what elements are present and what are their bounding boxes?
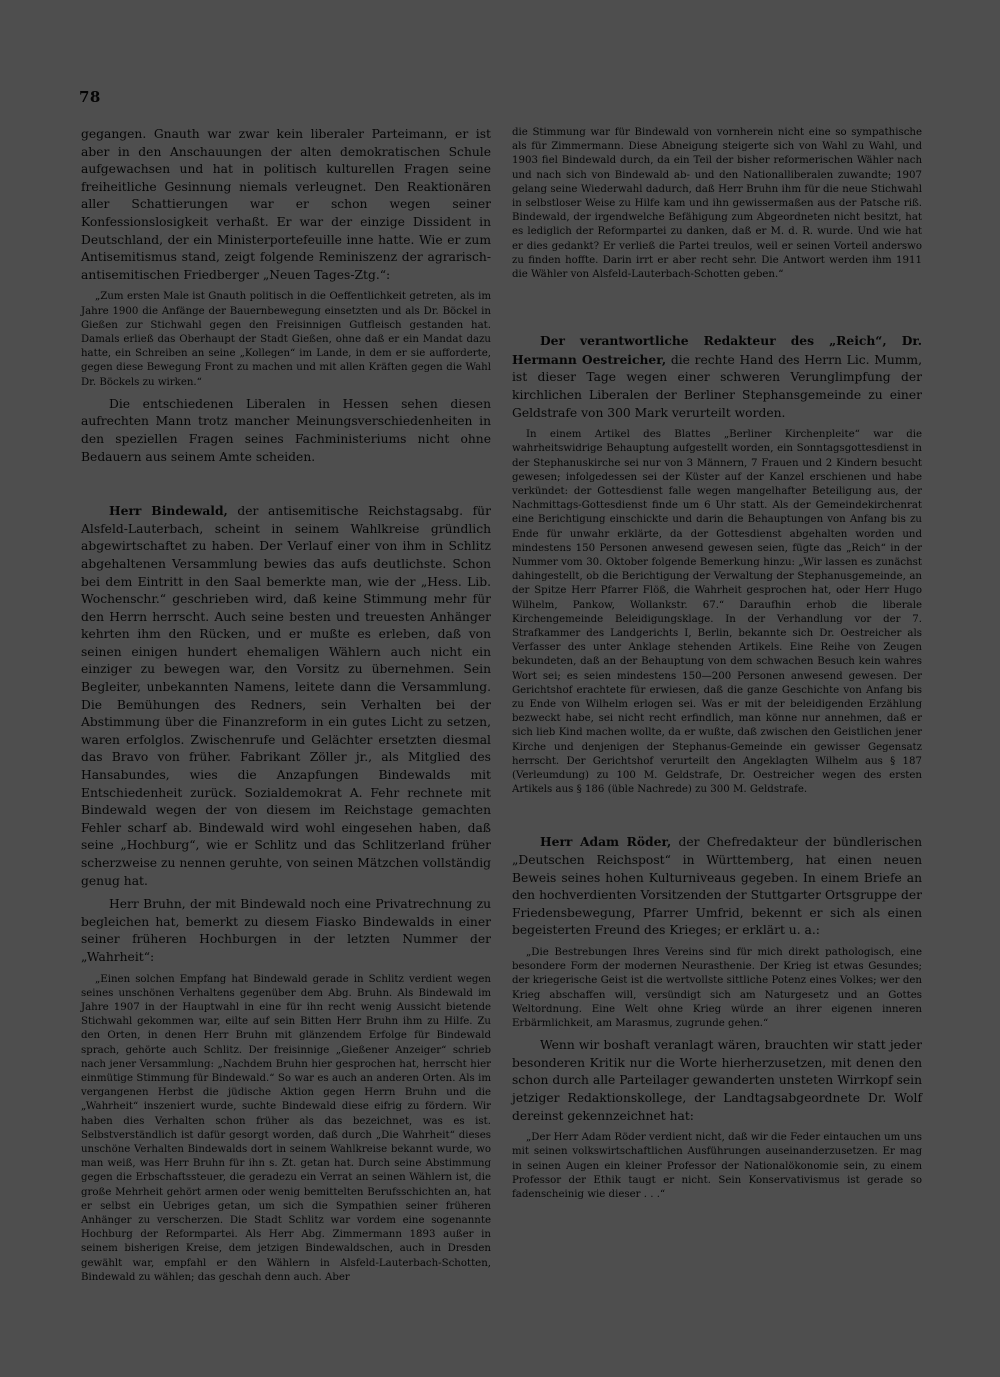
article-bindewald (81, 502, 491, 890)
paragraph-commentary: Wenn wir boshaft veranlagt wären, brauchten wir statt jeder besonderen Kritik nur die Worte hierherzusetzen, mit denen den schon durch alle Parteilager gewanderten unsteten Wirrkopf sein jetziger Redaktionskollege, der Landtagsabgeordnete Dr. Wolf dereinst gekennzeichnet hat: (512, 1038, 922, 1123)
quote-dr-wolf: „Der Herr Adam Röder verdient nicht, daß wir die Feder eintauchen um uns mit seinen volkswirtschaftlichen Ausführungen auseinanderzusetzen. Er mag in seinen Augen ein kleiner Professor der Nationalökonomie sein, zu einem Professor der Ethik taugt er nicht. Sein Konservativismus ist gerade so fadenscheinig wie dieser . . .“ (512, 1132, 922, 1201)
report-kirchenpleite: In einem Artikel des Blattes „Berliner Kirchenpleite“ war die wahrheitswidrige Behauptung aufgestellt worden, ein Sonntagsgottesdienst in der Stephanuskirche sei nur von 3 Männern, 7 Frauen und 2 Kindern besucht gewesen; infolgedessen sei der Küster auf der Kanzel erschienen und habe verkündet: der Gottesdienst falle wegen mangelhafter Beteiligung aus, der Nachmittags-Gottesdienst finde um 6 Uhr statt. Als der Gemeindekirchenrat eine Berichtigung einschickte und darin die Behauptungen von Anfang bis zu Ende für unwahr erklärte, da der Gottesdienst abgehalten worden und mindestens 150 Personen anwesend gewesen seien, fügte das „Reich“ in der Nummer vom 30. Oktober folgende Bemerkung hinzu: „Wir lassen es zunächst dahingestellt, ob die Berichtigung der Verwaltung der Stephanusgemeinde, an der Spitze Herr Pfarrer Flöß, die Wahrheit gesprochen hat, oder Herr Hugo Wilhelm, Pankow, Wollankstr. 67.“ Daraufhin erhob die liberale Kirchengemeinde Beleidigungsklage. In der Verhandlung vor der 7. Strafkammer des Landgerichts I, Berlin, bekannte sich Dr. Oestreicher als Verfasser des unter Anklage stehenden Artikels. Eine Reihe von Zeugen bekundeten, daß an der Behauptung von dem schwachen Besuch kein wahres Wort sei; es seien mindestens 150—200 Personen anwesend gewesen. Der Gerichtshof erachtete für erwiesen, daß die ganze Geschichte von Anfang bis zu Ende von Wilhelm erlogen sei. Was er mit der beleidigenden Erzählung bezweckt habe, sei nicht recht erfindlich, man könne nur annehmen, daß er sich lieb Kind machen wollte, da er wußte, daß zwischen den Geistlichen jener Kirche und denjenigen der Stephanus-Gemeinde ein gewisser Gegensatz herrscht. Der Gerichtshof verurteilt den Angeklagten Wilhelm aus § 187 (Verleumdung) zu 100 M. Geldstrafe, Dr. Oestreicher wegen des ersten Artikels aus § 186 (üble Nachrede) zu 300 M. Geldstrafe. (512, 429, 922, 796)
article-roeder-lead: Herr Adam Röder, (540, 834, 672, 850)
paragraph-liberale-hessen: Die entschiedenen Liberalen in Hessen sehen diesen aufrechten Mann trotz mancher Meinungsverschiedenheiten in den speziellen Fragen seines Fachministeriums nicht ohne Bedauern aus seinem Amte scheiden. (81, 396, 491, 464)
paragraph-gnauth: gegangen. Gnauth war zwar kein liberaler Parteimann, er ist aber in den Anschauungen der alten demokratischen Schule aufgewachsen und hat in politisch kulturellen Fragen seine freiheitliche Gesinnung niemals verleugnet. Den Reaktionären aller Schattierungen war er schon wegen seiner Konfessionslosigkeit verhaßt. Er war der einzige Dissident in Deutschland, der ein Ministerportefeuille inne hatte. Wie er zum Antisemitismus stand, zeigt folgende Reminiszenz der agrarisch-antisemitischen Friedberger „Neuen Tages-Ztg.“: (81, 127, 491, 282)
left-column (81, 126, 491, 1285)
paragraph-bruhn: Herr Bruhn, der mit Bindewald noch eine Privatrechnung zu begleichen hat, bemerkt zu diesem Fiasko Bindewalds in einer seiner früheren Hochburgen in der letzten Nummer der „Wahrheit“: (81, 897, 491, 964)
quote-wahrheit-continued: die Stimmung war für Bindewald von vornherein nicht eine so sympathische als für Zimmermann. Diese Abneigung steigerte sich von Wahl zu Wahl, und 1903 fiel Bindewald durch, da ein Teil der bisher reformerischen Wähler nach und nach sich von Bindewald ab- und den Nationalliberalen zuwandte; 1907 gelang seine Wiederwahl dadurch, daß Herr Bruhn ihm für die neue Stichwahl in selbstloser Weise zu Hilfe kam und ihn gewissermaßen aus der Patsche riß. Bindewald, der irgendwelche Befähigung zum Abgeordneten nicht besitzt, hat es lediglich der Reformpartei zu danken, daß er M. d. R. wurde. Und wie hat er dies gedankt? Er verließ die Partei treulos, weil er seinen Vorteil anderswo zu finden hoffte. Darin irrt er aber recht sehr. Die Antwort werden ihm 1911 die Wähler von Alsfeld-Lauterbach-Schotten geben.“ (512, 127, 922, 281)
article-oestreicher (512, 332, 922, 422)
quote-wahrheit: „Einen solchen Empfang hat Bindewald gerade in Schlitz verdient wegen seines unschönen Verhaltens gegenüber dem Abg. Bruhn. Als Bindewald im Jahre 1907 in der Hauptwahl in eine für ihn recht wenig Aussicht bietende Stichwahl gekommen war, eilte auf sein Bitten Herr Bruhn ihm zu Hilfe. Zu den Orten, in denen Herr Bruhn mit glänzendem Erfolge für Bindewald sprach, gehörte auch Schlitz. Der freisinnige „Gießener Anzeiger“ schrieb nach jener Versammlung: „Nachdem Bruhn hier gesprochen hat, herrscht hier einmütige Stimmung für Bindewald.“ So war es auch an anderen Orten. Als im vergangenen Herbst die jüdische Aktion gegen Herrn Bruhn und die „Wahrheit“ inszeniert wurde, suchte Bindewald diese eifrig zu fördern. Wir haben dies Verhalten schon früher als das bezeichnet, was es ist. Selbstverständlich ist dafür gesorgt worden, daß durch „Die Wahrheit“ dieses unschöne Verhalten Bindewalds dort in seinem Wahlkreise bekannt wurde, wo man weiß, was Herr Bruhn für ihn s. Zt. getan hat. Durch seine Abstimmung gegen die Erbschaftssteuer, die geradezu ein Verrat an seinen Wählern ist, die große Mehrheit gehört armen oder wenig bemittelten Berufsschichten an, hat er selbst ein Uebriges getan, um sich die Sympathien seiner früheren Anhänger zu verscherzen. Die Stadt Schlitz war vordem eine sogenannte Hochburg der Reformpartei. Als Herr Abg. Zimmermann 1893 außer in seinem bisherigen Kreise, dem jetzigen Bindewaldschen, auch in Dresden gewählt war, empfahl er den Wählern in Alsfeld-Lauterbach-Schotten, Bindewald zu wählen; das geschah denn auch. Aber (81, 973, 491, 1283)
article-roeder-text: der Chefredakteur der bündlerischen „Deutschen Reichspost“ in Württemberg, hat einen neuen Beweis seines hohen Kulturniveaus gegeben. In einem Briefe an den hochverdienten Vorsitzenden der Stuttgarter Ortsgruppe der Friedensbewegung, Pfarrer Umfrid, bekennt er sich als einen begeisterten Freund des Krieges; er erklärt u. a.: (512, 835, 922, 938)
article-oestreicher-text: die rechte Hand des Herrn Lic. Mumm, ist dieser Tage wegen einer schweren Verunglimpfung der kirchlichen Liberalen der Berliner Stephansgemeinde zu einer Geldstrafe von 300 Mark verurteilt worden. (512, 352, 922, 420)
article-oestreicher-lead: Der verantwortliche Redakteur des „Reich“, Dr. Hermann Oestreicher, (512, 333, 922, 367)
quote-roeder-letter: „Die Bestrebungen Ihres Vereins sind für mich direkt pathologisch, eine besondere Form der modernen Neurasthenie. Der Krieg ist etwas Gesundes; der kriegerische Geist ist die wertvollste sittliche Potenz eines Volkes; wer den Krieg abschaffen will, versündigt sich am Naturgesetz und an Gottes Weltordnung. Eine Welt ohne Krieg würde an ihrer eigenen inneren Erbärmlichkeit, am Marasmus, zugrunde gehen.“ (512, 947, 922, 1030)
article-roeder (512, 833, 922, 940)
article-bindewald-text: der antisemitische Reichstagsabg. für Alsfeld-Lauterbach, scheint in seinem Wahlkreise gründlich abgewirtschaftet zu haben. Der Verlauf einer von ihm in Schlitz abgehaltenen Versammlung bewies das aufs deutlichste. Schon bei dem Eintritt in den Saal bemerkte man, wie der „Hess. Lib. Wochenschr.“ geschrieben wird, daß keine Stimmung mehr für den Herrn herrscht. Auch seine besten und treuesten Anhänger kehrten ihm den Rücken, und er mußte es erleben, daß von seinen einigen hundert ehemaligen Wählern auch nicht ein einziger zu bewegen war, den Vorsitz zu übernehmen. Sein Begleiter, unbekannten Namens, leitete dann die Versammlung. Die Bemühungen des Redners, sein Verhalten bei der Abstimmung über die Finanzreform in ein gutes Licht zu setzen, waren erfolglos. Zwischenrufe und Gelächter ersetzten diesmal das Bravo von früher. Fabrikant Zöller jr., als Mitglied des Hansabundes, wies die Anzapfungen Bindewalds mit Entschiedenheit zurück. Sozialdemokrat A. Fehr rechnete mit Bindewald wegen der von diesem im Reichstage gemachten Fehler scharf ab. Bindewald wird wohl eingesehen haben, daß seine „Hochburg“, wie er Schlitz und das Schlitzerland früher scherzweise zu nennen geruhte, von seinen Mätzchen vollständig genug hat. (81, 504, 491, 888)
article-bindewald-lead: Herr Bindewald, (109, 503, 228, 519)
quote-neue-tages-ztg: „Zum ersten Male ist Gnauth politisch in die Oeffentlichkeit getreten, als im Jahre 1900 die Anfänge der Bauernbewegung einsetzten und als Dr. Böckel in Gießen zur Stichwahl gegen den Freisinnigen Gutfleisch gestanden hat. Damals erließ das Oberhaupt der Stadt Gießen, ohne daß er ein Mandat dazu hatte, ein Schreiben an seine „Kollegen“ im Lande, in dem er sie aufforderte, gegen diese Bewegung Front zu machen und mit allen Kräften gegen die Wahl Dr. Böckels zu wirken.“ (81, 291, 491, 388)
page-number: 78 (79, 88, 101, 106)
right-column (512, 126, 922, 1202)
